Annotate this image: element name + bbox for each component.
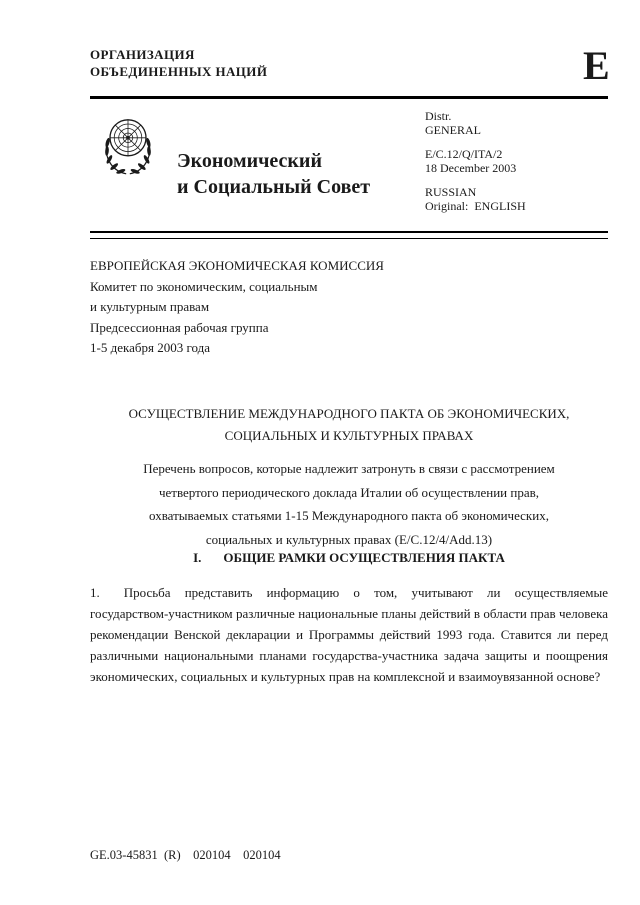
document-title — [90, 403, 608, 447]
session-dates: 1-5 декабря 2003 года — [90, 340, 210, 355]
document-subtitle-line4: социальных и культурных правах (E/C.12/4/Add.13) — [205, 531, 493, 547]
council-title-line1: Экономический — [177, 150, 322, 172]
distr-value: GENERAL — [425, 123, 481, 137]
header-org-name — [90, 46, 267, 80]
document-symbol: E/C.12/Q/ITA/2 — [425, 147, 503, 161]
document-original-language: Original: ENGLISH — [425, 199, 526, 213]
council-title — [177, 148, 370, 200]
council-title-line2: и Социальный Совет — [177, 176, 371, 198]
session-block — [90, 256, 384, 359]
committee-name-line1: Комитет по экономическим, социальным — [90, 278, 318, 294]
paragraph-text: Просьба представить информацию о том, учитывают ли осуществляемые государством-участником различные национальные планы действий в области прав человека рекомендации Венской декларации и Программы действий 1993 года. Ставится ли перед различными национальными планами государства-участника задача защиты и поощрения экономических, социальных и культурных прав на комплексной и взаимоувязанной основе? — [90, 585, 608, 684]
document-date: 18 December 2003 — [425, 161, 517, 175]
header-org-line2: ОБЪЕДИНЕННЫХ НАЦИЙ — [90, 64, 268, 79]
masthead-rule — [90, 231, 608, 233]
document-language: RUSSIAN — [425, 185, 477, 199]
header-rule — [90, 96, 608, 99]
spacer — [425, 137, 526, 147]
section-heading — [90, 550, 608, 566]
working-group-name: Предсессионная рабочая группа — [90, 319, 269, 335]
distribution-block — [425, 109, 526, 213]
header-org-line1: ОРГАНИЗАЦИЯ — [90, 47, 195, 62]
distr-label: Distr. — [425, 109, 452, 123]
section-number: I. — [193, 550, 202, 565]
document-subtitle-line3: охватываемых статьями 1-15 Международного пакта об экономических, — [149, 508, 549, 523]
document-title-line2: СОЦИАЛЬНЫХ И КУЛЬТУРНЫХ ПРАВАХ — [224, 428, 474, 443]
commission-name: ЕВРОПЕЙСКАЯ ЭКОНОМИЧЕСКАЯ КОМИССИЯ — [90, 258, 384, 273]
committee-name-line2: и культурным правам — [90, 299, 210, 314]
document-subtitle — [90, 457, 608, 551]
document-series-letter: E — [583, 43, 610, 88]
paragraph-number: 1. — [90, 585, 100, 600]
section-title: ОБЩИЕ РАМКИ ОСУЩЕСТВЛЕНИЯ ПАКТА — [223, 550, 505, 565]
document-subtitle-line2: четвертого периодического доклада Италии об осуществлении прав, — [158, 484, 539, 500]
document-title-line1: ОСУЩЕСТВЛЕНИЕ МЕЖДУНАРОДНОГО ПАКТА ОБ ЭКОНОМИЧЕСКИХ, — [128, 406, 570, 421]
masthead-rule-thin — [90, 238, 608, 239]
un-emblem-icon — [92, 106, 164, 184]
footer-reference: GE.03-45831 (R) 020104 020104 — [90, 848, 281, 862]
spacer — [425, 175, 526, 185]
document-subtitle-line1: Перечень вопросов, которые надлежит затронуть в связи с рассмотрением — [143, 461, 555, 476]
paragraph-1 — [90, 582, 608, 687]
